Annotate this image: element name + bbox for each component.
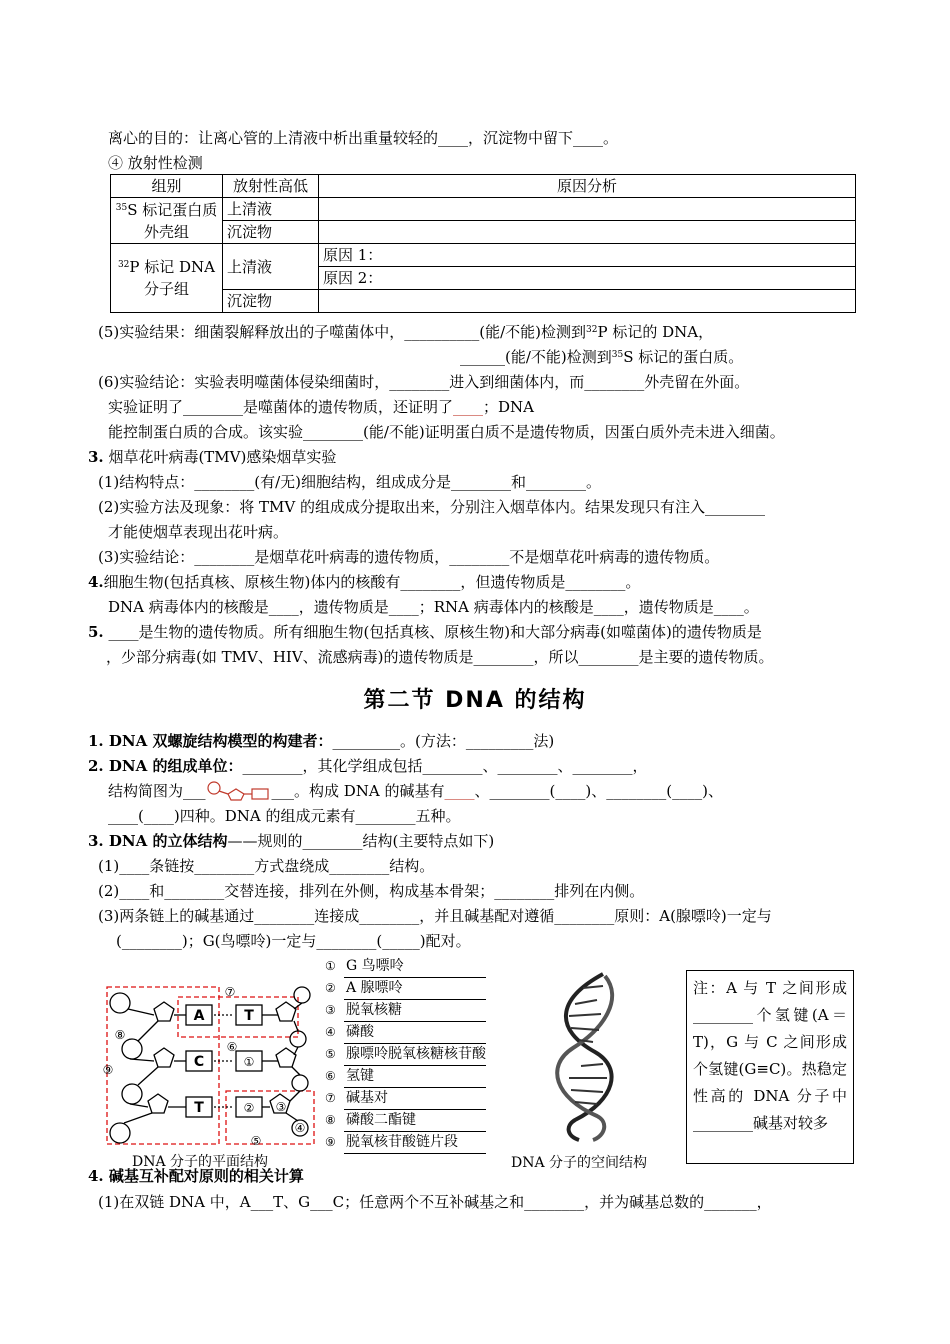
line-nucleic-2: DNA 病毒体内的核酸是____，遗传物质是____；RNA 病毒体内的核酸是____，遗传物质是____。: [108, 598, 759, 616]
group-35s: $^{35}$S 标记蛋白质外壳组: [111, 198, 223, 244]
label-number: ⑦: [325, 1091, 336, 1105]
label-text: A 腺嘌呤: [346, 980, 403, 996]
base-t2: T: [194, 1100, 204, 1116]
mark-4: ④: [294, 1121, 306, 1135]
label-number: ③: [325, 1003, 336, 1017]
note-box: 注：A 与 T 之间形成________个氢键(A＝T)，G 与 C 之间形成个氢键(G≡C)。热稳定性高的 DNA 分子中________碱基对较多: [686, 970, 854, 1164]
section-title: 第二节 DNA 的结构: [363, 688, 587, 713]
label-number: ⑤: [325, 1047, 336, 1061]
label-text: 腺嘌呤脱氧核糖核苷酸: [346, 1046, 486, 1062]
line-centrifuge: 离心的目的：让离心管的上清液中析出重量较轻的____，沉淀物中留下____。: [108, 129, 619, 147]
nucleotide-sketch-icon: [206, 781, 272, 801]
label-text: 磷酸: [346, 1024, 374, 1040]
line-calc-heading: 4. 碱基互补配对原则的相关计算: [88, 1167, 304, 1185]
line-tmv-2b: 才能使烟草表现出花叶病。: [108, 523, 289, 541]
label-number: ⑥: [325, 1069, 336, 1083]
dna-helix-image: [545, 970, 625, 1142]
mark-8: ⑧: [114, 1028, 126, 1042]
line-calc-1: (1)在双链 DNA 中，A___T、G___C；任意两个不互补碱基之和________，并为碱基总数的_______，: [98, 1193, 772, 1211]
line-genetic-2: ，少部分病毒(如 TMV、HIV、流感病毒)的遗传物质是________，所以________是主要的遗传物质。: [106, 648, 774, 666]
line-tmv-2: (2)实验方法及现象：将 TMV 的组成成分提取出来，分别注入烟草体内。结果发现只有注入________: [98, 498, 765, 516]
cell-reason-b[interactable]: 原因 2：: [319, 267, 856, 290]
label-number: ①: [325, 959, 336, 973]
line-conclusion-3: 能控制蛋白质的合成。该实验________(能/不能)证明蛋白质不是遗传物质，因蛋白质外壳未进入细菌。: [108, 423, 785, 441]
base-c: C: [193, 1054, 205, 1070]
line-dna-3d: 3. DNA 的立体结构——规则的________结构(主要特点如下): [88, 832, 495, 850]
group-32p: $^{32}$P 标记 DNA 分子组: [111, 244, 223, 313]
base-a: A: [193, 1008, 205, 1024]
line-nucleic-1: 4.细胞生物(包括真核、原核生物)体内的核酸有________，但遗传物质是________。: [88, 573, 641, 591]
label-text: G 鸟嘌呤: [346, 958, 404, 974]
cell-reason-1[interactable]: [319, 198, 856, 221]
cell-upper-1: 上清液: [223, 198, 319, 221]
line-tmv-1: (1)结构特点：________(有/无)细胞结构，组成成分是________和________。: [98, 473, 602, 491]
line-conclusion-1: (6)实验结论：实验表明噬菌体侵染细菌时，________进入到细菌体内，而________外壳留在外面。: [98, 373, 750, 391]
line-genetic-1: 5. ____是生物的遗传物质。所有细胞生物(包括真核、原核生物)和大部分病毒(如噬菌体)的遗传物质是: [88, 623, 762, 641]
label-blank-line: [344, 1153, 486, 1154]
label-text: 氢键: [346, 1068, 374, 1084]
mark-1: ①: [243, 1055, 255, 1069]
line-dna-unit: 2. DNA 的组成单位：________，其化学组成包括________、________、________，: [88, 757, 648, 775]
label-text: 磷酸二酯键: [346, 1112, 416, 1128]
line-dna-3d-3b: (________)；G(鸟嘌呤)一定与________(_____)配对。: [116, 932, 471, 950]
line-dna-3d-3: (3)两条链上的碱基通过________连接成________，并且碱基配对遵循________原则：A(腺嘌呤)一定与: [98, 907, 772, 925]
label-number: ④: [325, 1025, 336, 1039]
label-text: 碱基对: [346, 1090, 388, 1106]
header-reason: 原因分析: [319, 175, 856, 198]
line-tmv-heading: 3. 烟草花叶病毒(TMV)感染烟草实验: [88, 448, 337, 466]
cell-lower-2: 沉淀物: [223, 290, 319, 313]
line-dna-3d-2: (2)____和________交替连接，排列在外侧，构成基本骨架；________排列在内侧。: [98, 882, 645, 900]
cell-lower-1: 沉淀物: [223, 221, 319, 244]
label-text: 脱氧核苷酸链片段: [346, 1134, 458, 1150]
mark-5: ⑤: [250, 1134, 262, 1148]
line-radioactivity-heading: ④ 放射性检测: [108, 154, 203, 172]
base-t: T: [244, 1008, 254, 1024]
line-dna-sketch: 结构简图为___ ___。构成 DNA 的碱基有____、________(____)、________(____)、: [108, 782, 723, 800]
radioactivity-table: [110, 174, 856, 313]
label-number: ⑨: [325, 1135, 336, 1149]
mark-6: ⑥: [226, 1040, 238, 1054]
caption-spatial: DNA 分子的空间结构: [511, 1155, 648, 1171]
label-number: ②: [325, 981, 336, 995]
dna-planar-diagram: [98, 975, 328, 1155]
mark-9: ⑨: [102, 1063, 114, 1077]
cell-upper-2: 上清液: [223, 244, 319, 290]
mark-2: ②: [243, 1101, 255, 1115]
mark-3: ③: [275, 1100, 287, 1114]
label-number: ⑧: [325, 1113, 336, 1127]
header-level: 放射性高低: [223, 175, 319, 198]
line-tmv-3: (3)实验结论：________是烟草花叶病毒的遗传物质，________不是烟草花叶病毒的遗传物质。: [98, 548, 720, 566]
label-text: 脱氧核糖: [346, 1002, 402, 1018]
cell-reason-a[interactable]: 原因 1：: [319, 244, 856, 267]
cell-reason-c[interactable]: [319, 290, 856, 313]
line-conclusion-2: 实验证明了________是噬菌体的遗传物质，还证明了____；DNA: [108, 398, 534, 416]
line-result-1: (5)实验结果：细菌裂解释放出的子噬菌体中，__________(能/不能)检测到$^{32}$P 标记的 DNA，: [98, 323, 714, 341]
line-result-2: ______(能/不能)检测到$^{35}$S 标记的蛋白质。: [460, 348, 744, 366]
mark-7: ⑦: [224, 985, 236, 999]
line-dna-bases: ____(____)四种。DNA 的组成元素有________五种。: [108, 807, 461, 825]
cell-reason-2[interactable]: [319, 221, 856, 244]
header-group: 组别: [111, 175, 223, 198]
line-dna-3d-1: (1)____条链按________方式盘绕成________结构。: [98, 857, 435, 875]
line-dna-builder: 1. DNA 双螺旋结构模型的构建者：_________。(方法：_________法): [88, 732, 555, 750]
caption-planar: DNA 分子的平面结构: [132, 1154, 269, 1170]
